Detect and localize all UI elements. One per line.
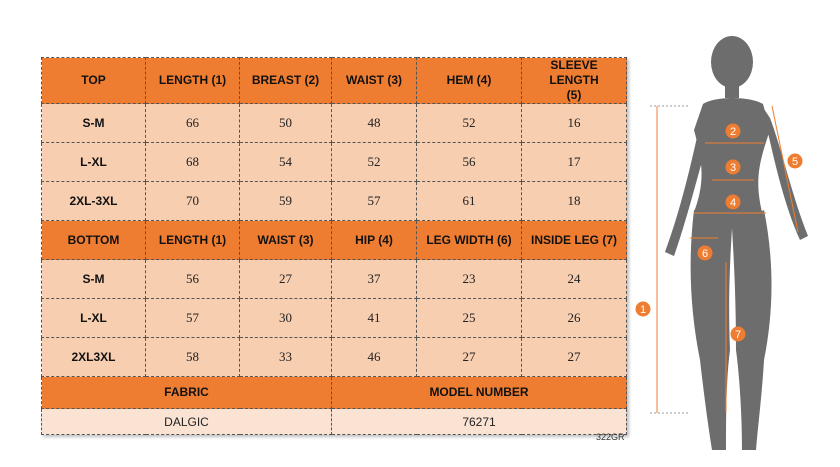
table-cell: 68 — [146, 143, 240, 182]
bottom-header-cell: LENGTH (1) — [146, 221, 240, 260]
top-header-cell: HEM (4) — [417, 58, 522, 104]
table-cell: 33 — [240, 338, 332, 377]
footer-value-row — [42, 409, 627, 435]
table-cell: 48 — [332, 104, 417, 143]
table-cell: 56 — [417, 143, 522, 182]
footer-header-row — [42, 377, 627, 409]
bottom-header-cell: INSIDE LEG (7) — [522, 221, 627, 260]
table-cell: 18 — [522, 182, 627, 221]
model-number-value: 76271 — [332, 409, 627, 435]
top-header-cell: SLEEVE LENGTH (5) — [522, 58, 627, 104]
table-cell: 17 — [522, 143, 627, 182]
table-row — [42, 260, 627, 299]
table-cell: 26 — [522, 299, 627, 338]
bottom-header-cell: WAIST (3) — [240, 221, 332, 260]
size-label: L-XL — [42, 299, 146, 338]
bottom-header-cell: LEG WIDTH (6) — [417, 221, 522, 260]
top-header-cell: LENGTH (1) — [146, 58, 240, 104]
table-cell: 59 — [240, 182, 332, 221]
size-label: 2XL-3XL — [42, 182, 146, 221]
svg-text:6: 6 — [701, 248, 709, 260]
body-silhouette — [665, 36, 808, 450]
svg-text:7: 7 — [734, 329, 742, 341]
svg-text:1: 1 — [639, 304, 647, 316]
table-row — [42, 143, 627, 182]
table-cell: 27 — [522, 338, 627, 377]
table-cell: 27 — [240, 260, 332, 299]
table-cell: 30 — [240, 299, 332, 338]
table-cell: 50 — [240, 104, 332, 143]
table-cell: 46 — [332, 338, 417, 377]
size-chart-table — [41, 57, 627, 435]
table-cell: 58 — [146, 338, 240, 377]
table-cell: 52 — [417, 104, 522, 143]
top-header-cell: WAIST (3) — [332, 58, 417, 104]
table-cell: 57 — [332, 182, 417, 221]
table-row — [42, 299, 627, 338]
top-header-cell: BREAST (2) — [240, 58, 332, 104]
svg-text:4: 4 — [729, 197, 737, 209]
model-number-label: MODEL NUMBER — [332, 377, 627, 409]
bottom-header-row — [42, 221, 627, 260]
table-cell: 52 — [332, 143, 417, 182]
table-cell: 27 — [417, 338, 522, 377]
svg-text:5: 5 — [791, 156, 799, 168]
svg-text:2: 2 — [729, 126, 737, 138]
table-cell: 70 — [146, 182, 240, 221]
table-cell: 25 — [417, 299, 522, 338]
table-row — [42, 104, 627, 143]
table-cell: 54 — [240, 143, 332, 182]
table-cell: 24 — [522, 260, 627, 299]
table-cell: 61 — [417, 182, 522, 221]
table-row — [42, 338, 627, 377]
table-cell: 66 — [146, 104, 240, 143]
svg-text:3: 3 — [729, 162, 737, 174]
size-label: S-M — [42, 260, 146, 299]
fabric-label: FABRIC — [42, 377, 332, 409]
bottom-header-cell: HIP (4) — [332, 221, 417, 260]
table-row — [42, 182, 627, 221]
table-cell: 16 — [522, 104, 627, 143]
table-cell: 41 — [332, 299, 417, 338]
table-cell: 56 — [146, 260, 240, 299]
bottom-header-cell: BOTTOM — [42, 221, 146, 260]
top-header-cell: TOP — [42, 58, 146, 104]
table-cell: 23 — [417, 260, 522, 299]
size-label: L-XL — [42, 143, 146, 182]
product-code: 322GR — [596, 432, 625, 442]
fabric-value: DALGIC — [42, 409, 332, 435]
size-label: 2XL3XL — [42, 338, 146, 377]
body-measurement-figure — [630, 30, 835, 460]
table-cell: 37 — [332, 260, 417, 299]
top-header-row — [42, 58, 627, 104]
size-label: S-M — [42, 104, 146, 143]
table-cell: 57 — [146, 299, 240, 338]
